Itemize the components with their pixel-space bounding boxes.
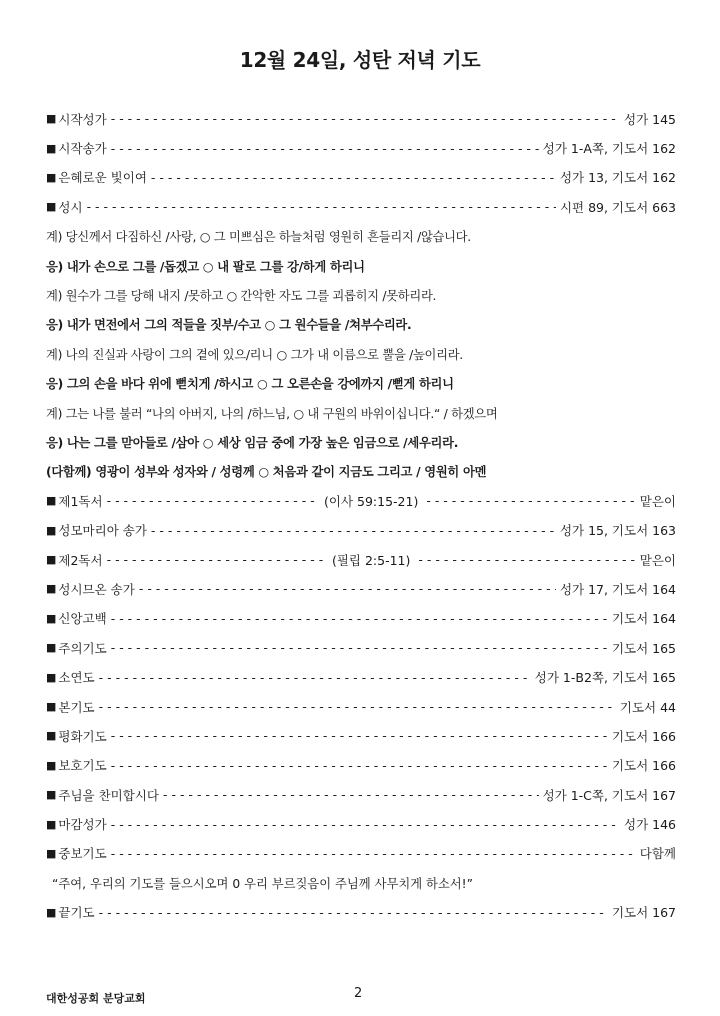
item-reference: 맡은이 bbox=[639, 493, 676, 509]
item-reference: 성가 1-A쪽, 기도서 162 bbox=[542, 141, 676, 157]
item-reference: 시편 89, 기도서 663 bbox=[559, 199, 676, 215]
dotted-leader bbox=[151, 523, 556, 538]
dotted-leader bbox=[107, 493, 316, 508]
page-number: 2 bbox=[354, 986, 363, 1001]
square-bullet-icon: ■ bbox=[46, 729, 57, 743]
item-reference: 성가 15, 기도서 163 bbox=[559, 523, 676, 539]
service-item-closing-hymn bbox=[46, 809, 676, 838]
item-label: 중보기도 bbox=[58, 846, 107, 862]
scripture-reference: (필립 2:5-11) bbox=[331, 552, 411, 568]
service-item-nunc-dimittis bbox=[46, 574, 676, 603]
item-label: 주님을 찬미합시다 bbox=[58, 787, 159, 803]
item-label: 주의기도 bbox=[58, 640, 107, 656]
psalm-verse-leader: 계) 그는 나를 불러 “나의 아버지, 나의 /하느님, ○ 내 구원의 바위이십니다.“ / 하겠으며 bbox=[46, 406, 498, 421]
square-bullet-icon: ■ bbox=[46, 553, 57, 567]
item-label: 성시 bbox=[58, 199, 83, 215]
item-reference: 기도서 166 bbox=[611, 758, 676, 774]
item-label: 끝기도 bbox=[58, 905, 95, 921]
square-bullet-icon: ■ bbox=[46, 494, 57, 508]
item-label: 시작송가 bbox=[58, 141, 107, 157]
item-label: 성시므온 송가 bbox=[58, 581, 135, 597]
dotted-leader bbox=[139, 581, 556, 596]
square-bullet-icon: ■ bbox=[46, 641, 57, 655]
item-reference: 맡은이 bbox=[639, 552, 676, 568]
psalm-verse-response: 응) 나는 그를 맏아들로 /삼아 ○ 세상 임금 중에 가장 높은 임금으로 /세우리라. bbox=[46, 435, 459, 450]
square-bullet-icon: ■ bbox=[46, 141, 57, 155]
dotted-leader bbox=[87, 199, 556, 214]
item-reference: 다함께 bbox=[639, 846, 676, 862]
item-reference: 기도서 167 bbox=[611, 905, 676, 921]
psalm-verse-response: 응) 내가 손으로 그를 /돕겠고 ○ 내 팔로 그를 강/하게 하리니 bbox=[46, 259, 365, 274]
square-bullet-icon: ■ bbox=[46, 611, 57, 625]
service-item-first-reading bbox=[46, 486, 676, 515]
item-reference: 성가 146 bbox=[624, 817, 676, 833]
dotted-leader bbox=[111, 111, 620, 126]
square-bullet-icon: ■ bbox=[46, 200, 57, 214]
church-name: 대한성공회 분당교회 bbox=[46, 992, 146, 1005]
item-reference: 기도서 165 bbox=[611, 640, 676, 656]
item-label: 제2독서 bbox=[58, 552, 103, 568]
square-bullet-icon: ■ bbox=[46, 905, 57, 919]
service-item-peace-prayer bbox=[46, 721, 676, 750]
item-reference: 성가 145 bbox=[624, 111, 676, 127]
dotted-leader bbox=[111, 817, 620, 832]
item-reference: 성가 17, 기도서 164 bbox=[559, 581, 676, 597]
service-item-intercession bbox=[46, 839, 676, 868]
square-bullet-icon: ■ bbox=[46, 582, 57, 596]
item-reference: 성가 1-B2쪽, 기도서 165 bbox=[534, 670, 676, 686]
item-label: 신앙고백 bbox=[58, 611, 107, 627]
item-label: 보호기도 bbox=[58, 758, 107, 774]
item-label: 평화기도 bbox=[58, 728, 107, 744]
psalm-verse-leader: 계) 당신께서 다짐하신 /사랑, ○ 그 미쁘심은 하늘처럼 영원히 흔들리지 /않습니다. bbox=[46, 230, 471, 245]
square-bullet-icon: ■ bbox=[46, 523, 57, 537]
item-reference: 기도서 44 bbox=[619, 699, 676, 715]
service-item-final-prayer bbox=[46, 898, 676, 927]
item-label: 시작성가 bbox=[58, 111, 107, 127]
dotted-leader bbox=[111, 141, 539, 156]
item-reference: 성가 13, 기도서 162 bbox=[559, 170, 676, 186]
item-label: 마감성가 bbox=[58, 817, 107, 833]
square-bullet-icon: ■ bbox=[46, 788, 57, 802]
psalm-verse-leader: 계) 나의 진실과 사랑이 그의 곁에 있으/리니 ○ 그가 내 이름으로 뿔을 /높이리라. bbox=[46, 347, 463, 362]
service-item-opening-hymn bbox=[46, 104, 676, 133]
dotted-leader bbox=[426, 493, 635, 508]
item-label: 성모마리아 송가 bbox=[58, 523, 147, 539]
service-item-psalm bbox=[46, 192, 676, 221]
dotted-leader bbox=[418, 552, 635, 567]
service-item-suffrages bbox=[46, 662, 676, 691]
dotted-leader bbox=[111, 640, 608, 655]
service-item-protection-prayer bbox=[46, 751, 676, 780]
dotted-leader bbox=[151, 170, 556, 185]
service-item-second-reading bbox=[46, 545, 676, 574]
dotted-leader bbox=[107, 552, 324, 567]
service-item-lords-prayer bbox=[46, 633, 676, 662]
page-title: 12월 24일, 성탄 저녁 기도 bbox=[239, 48, 481, 72]
square-bullet-icon: ■ bbox=[46, 817, 57, 831]
square-bullet-icon: ■ bbox=[46, 170, 57, 184]
item-reference: 기도서 164 bbox=[611, 611, 676, 627]
item-reference: 기도서 166 bbox=[611, 728, 676, 744]
dotted-leader bbox=[99, 905, 608, 920]
square-bullet-icon: ■ bbox=[46, 758, 57, 772]
dotted-leader bbox=[111, 611, 608, 626]
dotted-leader bbox=[99, 699, 616, 714]
service-item-opening-canticle bbox=[46, 133, 676, 162]
service-item-magnificat bbox=[46, 515, 676, 544]
service-item-phos-hilaron bbox=[46, 163, 676, 192]
service-item-praise bbox=[46, 780, 676, 809]
gloria-patri: (다함께) 영광이 성부와 성자와 / 성령께 ○ 처음과 같이 지금도 그리고 / 영원히 아멘 bbox=[46, 465, 487, 480]
item-label: 제1독서 bbox=[58, 493, 103, 509]
dotted-leader bbox=[111, 846, 636, 861]
psalm-verse-response: 응) 내가 면전에서 그의 적들을 짓부/수고 ○ 그 원수들을 /쳐부수리라. bbox=[46, 318, 412, 333]
dotted-leader bbox=[111, 758, 608, 773]
item-reference: 성가 1-C쪽, 기도서 167 bbox=[542, 787, 676, 803]
psalm-verse-response: 응) 그의 손을 바다 위에 뻗치게 /하시고 ○ 그 오른손을 강에까지 /뻗게 하리니 bbox=[46, 377, 454, 392]
scripture-reference: (이사 59:15-21) bbox=[324, 493, 419, 509]
dotted-leader bbox=[111, 728, 608, 743]
dotted-leader bbox=[99, 670, 531, 685]
square-bullet-icon: ■ bbox=[46, 670, 57, 684]
closing-petition: “주여, 우리의 기도를 들으시오며 0 우리 부르짖음이 주님께 사무치게 하소서!” bbox=[52, 876, 473, 891]
order-of-service bbox=[46, 104, 676, 927]
item-label: 은혜로운 빛이여 bbox=[58, 170, 147, 186]
square-bullet-icon: ■ bbox=[46, 700, 57, 713]
square-bullet-icon: ■ bbox=[46, 846, 57, 860]
item-label: 소연도 bbox=[58, 670, 95, 686]
dotted-leader bbox=[163, 787, 539, 802]
psalm-verse-leader: 계) 원수가 그를 당해 내지 /못하고 ○ 간악한 자도 그를 괴롭히지 /못하리라. bbox=[46, 289, 437, 304]
item-label: 본기도 bbox=[58, 699, 95, 715]
service-item-collect bbox=[46, 692, 676, 721]
square-bullet-icon: ■ bbox=[46, 112, 57, 126]
service-item-creed bbox=[46, 604, 676, 633]
